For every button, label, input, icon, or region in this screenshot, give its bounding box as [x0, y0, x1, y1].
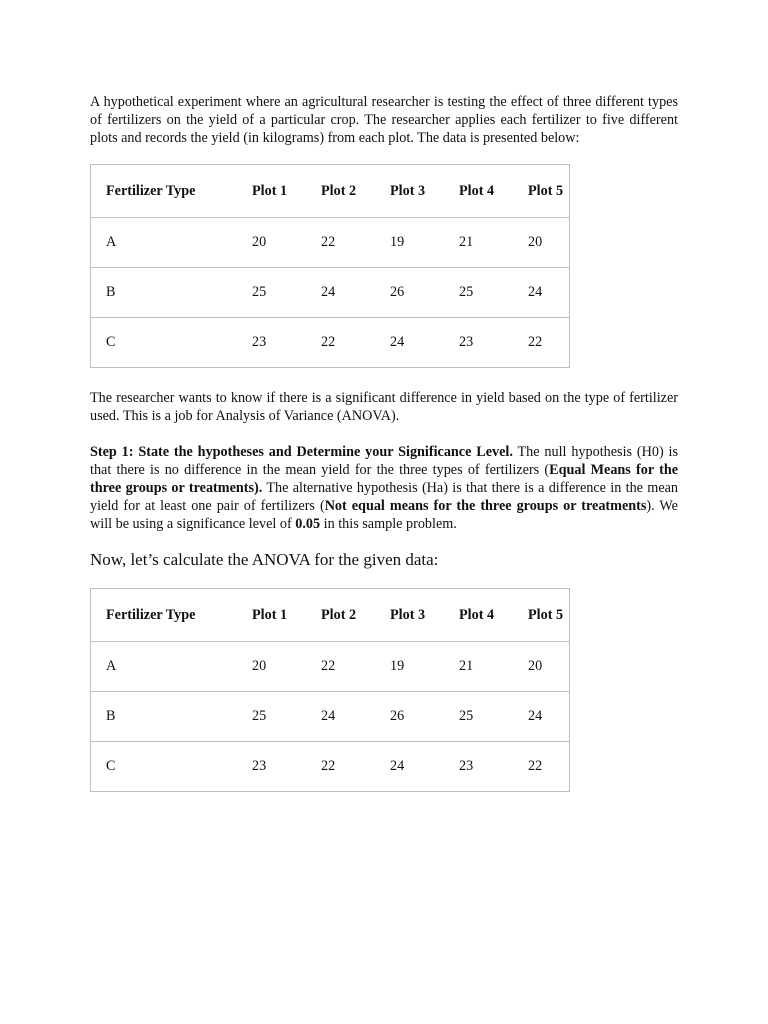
table-cell: 23 — [252, 318, 321, 368]
table-cell: 23 — [252, 742, 321, 792]
significance-level: 0.05 — [295, 516, 321, 532]
table-row — [91, 218, 570, 268]
table-cell: 24 — [390, 318, 459, 368]
table-row — [91, 268, 570, 318]
researcher-paragraph: The researcher wants to know if there is a significant difference in yield based on the type of fertilizer used. This is a job for Analysis of Variance (ANOVA). — [90, 390, 678, 424]
header-plot-2: Plot 2 — [321, 182, 357, 199]
table-cell: 26 — [390, 692, 459, 742]
table-cell: C — [91, 742, 253, 792]
header-plot-3: Plot 3 — [390, 182, 426, 199]
fertilizer-table-repeat — [90, 588, 570, 792]
header-plot-2: Plot 2 — [321, 606, 357, 623]
table-cell: B — [91, 268, 253, 318]
table-cell: 22 — [321, 318, 390, 368]
table-cell: 22 — [528, 318, 570, 368]
fertilizer-table — [90, 164, 570, 368]
table-cell: 22 — [321, 218, 390, 268]
table-row — [91, 742, 570, 792]
table-cell: 24 — [528, 268, 570, 318]
table-header-row — [91, 589, 570, 642]
table-cell: 24 — [321, 268, 390, 318]
step1-text: ). We will be using a significance level of — [90, 498, 678, 532]
table-cell: 25 — [459, 268, 528, 318]
table-cell: 24 — [528, 692, 570, 742]
intro-paragraph: A hypothetical experiment where an agricultural researcher is testing the effect of three different types of fertilizers on the yield of a particular crop. The researcher applies each fertilizer to five different plots and records the yield (in kilograms) from each plot. The data is presented below: — [90, 94, 678, 146]
header-plot-5: Plot 5 — [528, 606, 564, 623]
table-cell: A — [91, 218, 253, 268]
table-cell: 22 — [321, 642, 390, 692]
table-cell: 25 — [252, 692, 321, 742]
step1-paragraph — [90, 443, 678, 533]
table-cell: 26 — [390, 268, 459, 318]
header-plot-4: Plot 4 — [459, 606, 495, 623]
table-cell: B — [91, 692, 253, 742]
step1-bold-text: Not equal means for the three groups or treatments — [324, 498, 647, 514]
table-cell: 23 — [459, 318, 528, 368]
table-row — [91, 318, 570, 368]
table-row — [91, 642, 570, 692]
table-cell: 19 — [390, 642, 459, 692]
header-plot-1: Plot 1 — [252, 182, 288, 199]
table-header-row — [91, 165, 570, 218]
header-fertilizer-type: Fertilizer Type — [106, 606, 196, 623]
table-cell: 21 — [459, 218, 528, 268]
table-cell: 25 — [252, 268, 321, 318]
step1-heading: Step 1: State the hypotheses and Determine your Significance Level. — [90, 444, 513, 460]
table-cell: 20 — [528, 642, 570, 692]
header-plot-1: Plot 1 — [252, 606, 288, 623]
header-fertilizer-type: Fertilizer Type — [106, 182, 196, 199]
now-heading: Now, let’s calculate the ANOVA for the given data: — [90, 550, 439, 569]
table-cell: 25 — [459, 692, 528, 742]
table-cell: 23 — [459, 742, 528, 792]
step1-text: The alternative hypothesis (Ha) is that there is a difference in the mean yield for at least one pair of fertilizers ( — [90, 480, 679, 514]
step1-text: The null hypothesis (H0) is that there is no difference in the mean yield for the three types of fertilizers ( — [90, 444, 678, 478]
table-cell: 20 — [252, 642, 321, 692]
table-cell: 24 — [321, 692, 390, 742]
table-cell: 20 — [528, 218, 570, 268]
table-cell: A — [91, 642, 253, 692]
table-cell: 22 — [528, 742, 570, 792]
table-cell: 20 — [252, 218, 321, 268]
header-plot-5: Plot 5 — [528, 182, 564, 199]
table-cell: 24 — [390, 742, 459, 792]
table-cell: C — [91, 318, 253, 368]
table-cell: 19 — [390, 218, 459, 268]
document-page — [90, 93, 678, 792]
table-cell: 21 — [459, 642, 528, 692]
step1-text: in this sample problem. — [320, 516, 457, 532]
header-plot-4: Plot 4 — [459, 182, 495, 199]
step1-bold-text: Equal Means for the three groups or treatments). — [90, 462, 679, 496]
header-plot-3: Plot 3 — [390, 606, 426, 623]
table-cell: 22 — [321, 742, 390, 792]
table-row — [91, 692, 570, 742]
